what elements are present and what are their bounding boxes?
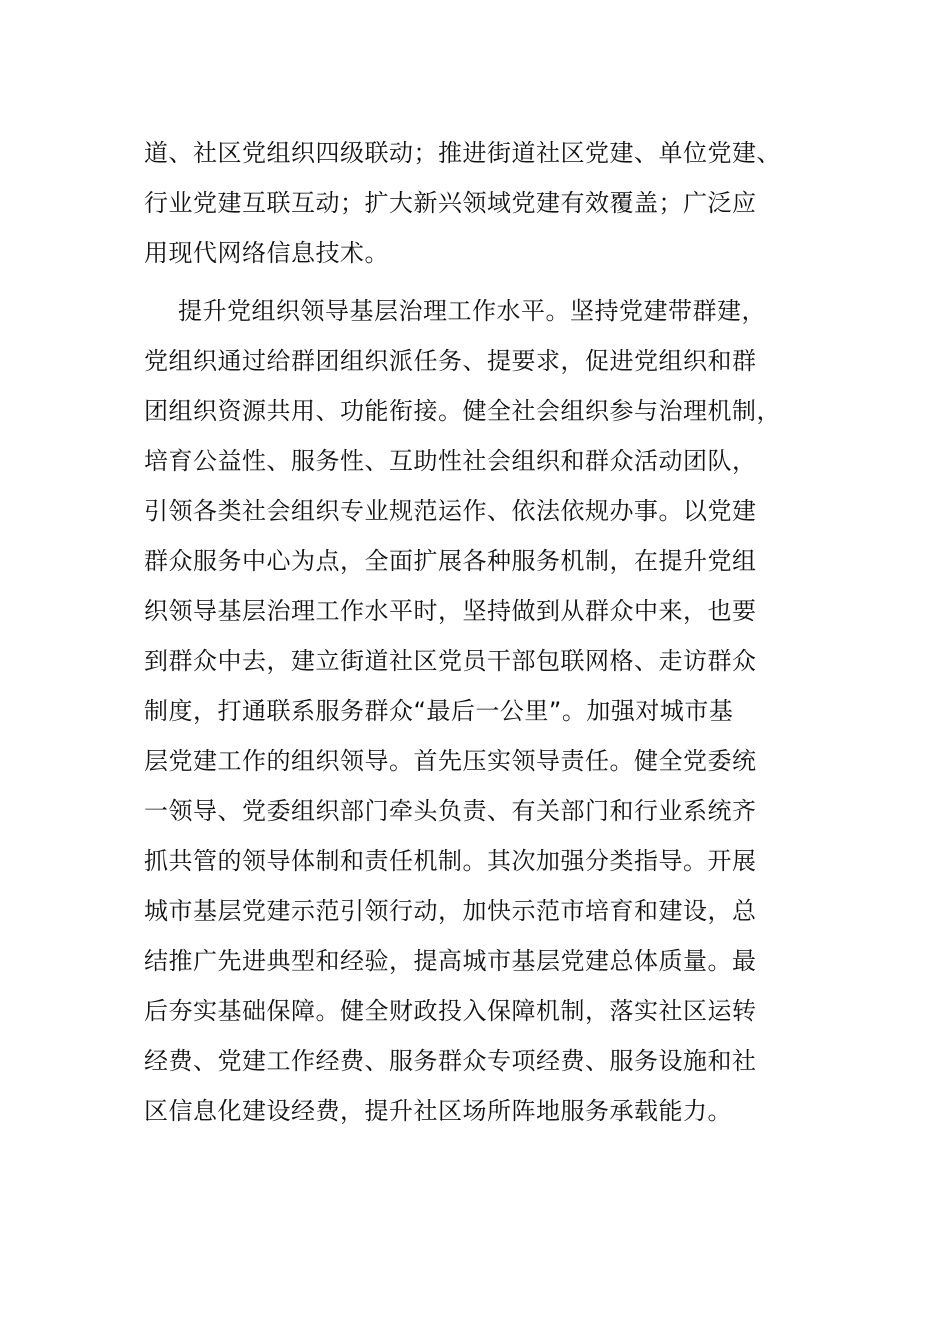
paragraph-1	[144, 128, 794, 278]
paragraph-line: 引领各类社会组织专业规范运作、依法依规办事。以党建	[144, 497, 757, 525]
paragraph-line: 抓共管的领导体制和责任机制。其次加强分类指导。开展	[144, 847, 757, 875]
paragraph-line: 培育公益性、服务性、互助性社会组织和群众活动团队，	[144, 447, 757, 475]
paragraph-line: 制度，打通联系服务群众“最后一公里”。加强对城市基	[144, 697, 734, 725]
paragraph-line: 一领导、党委组织部门牵头负责、有关部门和行业系统齐	[144, 797, 757, 825]
body-text	[144, 128, 794, 1136]
paragraph-line: 层党建工作的组织领导。首先压实领导责任。健全党委统	[144, 747, 757, 775]
paragraph-2	[144, 286, 794, 1136]
paragraph-line: 结推广先进典型和经验，提高城市基层党建总体质量。最	[144, 947, 757, 975]
paragraph-line: 团组织资源共用、功能衔接。健全社会组织参与治理机制，	[144, 397, 781, 425]
paragraph-line: 提升党组织领导基层治理工作水平。坚持党建带群建，	[178, 297, 766, 325]
paragraph-line: 后夯实基础保障。健全财政投入保障机制，落实社区运转	[144, 997, 757, 1025]
paragraph-line: 道、社区党组织四级联动；推进街道社区党建、单位党建、	[144, 139, 781, 167]
paragraph-line: 用现代网络信息技术。	[144, 239, 389, 267]
paragraph-line: 区信息化建设经费，提升社区场所阵地服务承载能力。	[144, 1097, 732, 1125]
paragraph-line: 经费、党建工作经费、服务群众专项经费、服务设施和社	[144, 1047, 757, 1075]
paragraph-line: 群众服务中心为点，全面扩展各种服务机制，在提升党组	[144, 547, 757, 575]
paragraph-spacing	[144, 278, 794, 286]
paragraph-line: 城市基层党建示范引领行动，加快示范市培育和建设，总	[144, 897, 757, 925]
paragraph-line: 织领导基层治理工作水平时，坚持做到从群众中来，也要	[144, 597, 757, 625]
paragraph-line: 行业党建互联互动；扩大新兴领域党建有效覆盖；广泛应	[144, 189, 757, 217]
paragraph-line: 到群众中去，建立街道社区党员干部包联网格、走访群众	[144, 647, 757, 675]
paragraph-line: 党组织通过给群团组织派任务、提要求，促进党组织和群	[144, 347, 757, 375]
